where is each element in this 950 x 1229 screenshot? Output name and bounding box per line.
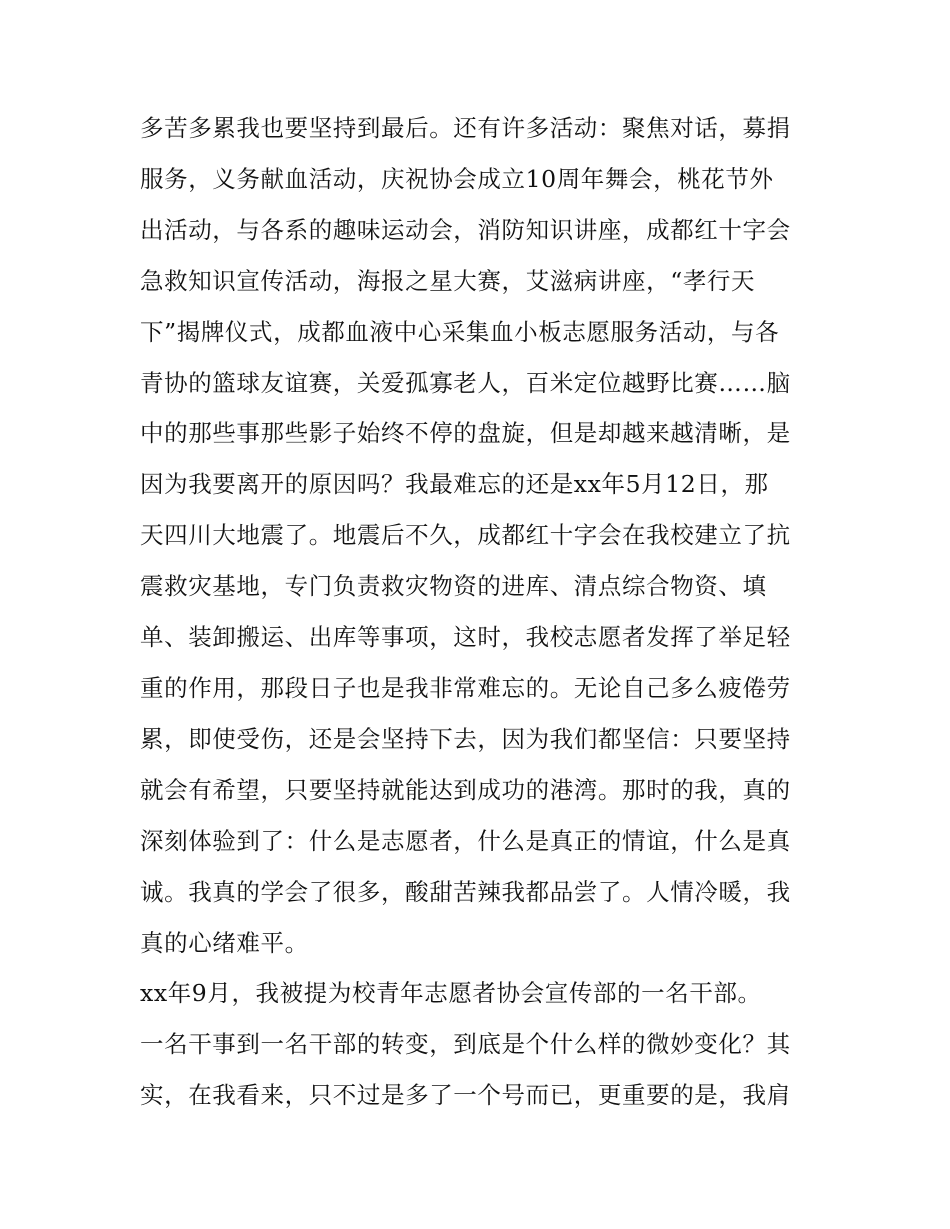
text-line: 累，即使受伤，还是会坚持下去，因为我们都坚信：只要坚持	[140, 724, 791, 753]
text-line: 深刻体验到了：什么是志愿者，什么是真正的情谊，什么是真	[140, 826, 791, 855]
text-line: 一名干事到一名干部的转变，到底是个什么样的微妙变化？其	[140, 1030, 791, 1059]
text-line: 就会有希望，只要坚持就能达到成功的港湾。那时的我，真的	[140, 775, 791, 804]
text-line: xx年9月，我被提为校青年志愿者协会宣传部的一名干部。	[140, 979, 762, 1008]
text-line: 多苦多累我也要坚持到最后。还有许多活动：聚焦对话，募捐	[140, 114, 791, 142]
text-line: 下”揭牌仪式，成都血液中心采集血小板志愿服务活动，与各	[140, 317, 780, 346]
text-line: 真的心绪难平。	[140, 928, 309, 957]
text-line: 出活动，与各系的趣味运动会，消防知识讲座，成都红十字会	[140, 215, 791, 244]
text-line: 服务，义务献血活动，庆祝协会成立10周年舞会，桃花节外	[140, 164, 774, 193]
text-line: 重的作用，那段日子也是我非常难忘的。无论自己多么疲倦劳	[140, 673, 791, 702]
text-line: 单、装卸搬运、出库等事项，这时，我校志愿者发挥了举足轻	[140, 623, 791, 652]
text-line: 天四川大地震了。地震后不久，成都红十字会在我校建立了抗	[140, 521, 791, 550]
text-line: 诚。我真的学会了很多，酸甜苦辣我都品尝了。人情冷暖，我	[140, 877, 791, 906]
text-line: 青协的篮球友谊赛，关爱孤寡老人，百米定位越野比赛……脑	[140, 368, 791, 397]
text-line: 震救灾基地，专门负责救灾物资的进库、清点综合物资、填	[140, 572, 767, 601]
body-text	[140, 103, 820, 1121]
text-line: 中的那些事那些影子始终不停的盘旋，但是却越来越清晰，是	[140, 419, 791, 448]
text-line: 急救知识宣传活动，海报之星大赛，艾滋病讲座，“孝行天	[140, 266, 756, 295]
text-line: 因为我要离开的原因吗？我最难忘的还是xx年5月12日，那	[140, 470, 769, 499]
text-line: 实，在我看来，只不过是多了一个号而已，更重要的是，我肩	[140, 1081, 791, 1110]
